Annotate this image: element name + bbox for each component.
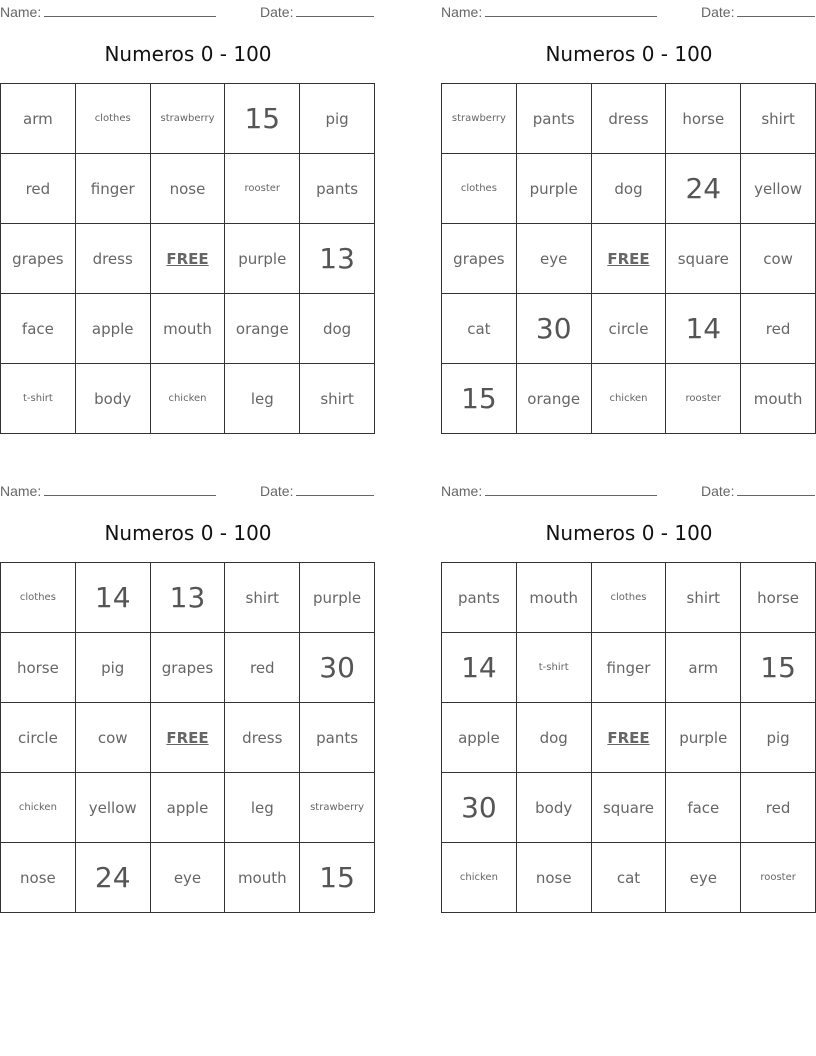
bingo-cell: leg [225, 364, 300, 434]
bingo-cell: horse [1, 633, 76, 703]
card-header [0, 2, 376, 20]
bingo-cell: finger [592, 633, 667, 703]
bingo-cell: eye [517, 224, 592, 294]
card-title: Numeros 0 - 100 [104, 42, 272, 66]
bingo-cell: arm [666, 633, 741, 703]
name-label: Name: [441, 4, 483, 20]
bingo-cell: grapes [442, 224, 517, 294]
name-blank [44, 481, 216, 496]
bingo-cell: cow [741, 224, 816, 294]
bingo-cell: shirt [300, 364, 375, 434]
date-blank [296, 2, 374, 17]
bingo-cell: horse [741, 563, 816, 633]
bingo-cell: clothes [442, 154, 517, 224]
bingo-cell: purple [300, 563, 375, 633]
bingo-card-1 [0, 0, 376, 436]
card-title: Numeros 0 - 100 [545, 521, 713, 545]
bingo-cell: 15 [442, 364, 517, 434]
bingo-cell: dog [517, 703, 592, 773]
bingo-grid [0, 562, 375, 913]
bingo-cell: body [517, 773, 592, 843]
bingo-cell: 30 [300, 633, 375, 703]
bingo-cell: face [1, 294, 76, 364]
bingo-cell: red [1, 154, 76, 224]
date-label: Date: [260, 4, 294, 20]
bingo-cell: body [76, 364, 151, 434]
bingo-cell: 15 [225, 84, 300, 154]
bingo-cell: finger [76, 154, 151, 224]
bingo-cell: 14 [442, 633, 517, 703]
bingo-cell: mouth [225, 843, 300, 913]
date-line [260, 2, 374, 20]
bingo-cell: dog [300, 294, 375, 364]
bingo-cell: rooster [225, 154, 300, 224]
name-blank [485, 481, 657, 496]
name-blank [485, 2, 657, 17]
name-line [441, 481, 657, 499]
bingo-cell: 30 [442, 773, 517, 843]
bingo-cell: orange [225, 294, 300, 364]
date-line [260, 481, 374, 499]
bingo-cell: cat [442, 294, 517, 364]
bingo-cell: 24 [666, 154, 741, 224]
bingo-cell: rooster [666, 364, 741, 434]
card-header [441, 2, 816, 20]
bingo-cell: yellow [76, 773, 151, 843]
bingo-cell: leg [225, 773, 300, 843]
bingo-cell: nose [1, 843, 76, 913]
bingo-cell: yellow [741, 154, 816, 224]
bingo-cell: chicken [442, 843, 517, 913]
bingo-cell: clothes [1, 563, 76, 633]
bingo-cell: orange [517, 364, 592, 434]
name-label: Name: [441, 483, 483, 499]
bingo-cell: 15 [300, 843, 375, 913]
date-blank [737, 481, 815, 496]
bingo-cell: strawberry [442, 84, 517, 154]
date-blank [296, 481, 374, 496]
bingo-cell: clothes [592, 563, 667, 633]
bingo-cell: pants [300, 703, 375, 773]
free-space: FREE [592, 703, 667, 773]
bingo-card-4 [441, 479, 816, 915]
bingo-cell: mouth [741, 364, 816, 434]
bingo-cell: pig [300, 84, 375, 154]
bingo-cell: t-shirt [517, 633, 592, 703]
bingo-cell: chicken [592, 364, 667, 434]
card-header [0, 481, 376, 499]
free-space: FREE [151, 703, 226, 773]
bingo-cell: strawberry [151, 84, 226, 154]
card-title: Numeros 0 - 100 [104, 521, 272, 545]
bingo-cell: pants [517, 84, 592, 154]
bingo-cell: mouth [151, 294, 226, 364]
bingo-cell: shirt [741, 84, 816, 154]
bingo-cell: purple [517, 154, 592, 224]
bingo-cell: chicken [1, 773, 76, 843]
bingo-cell: dress [592, 84, 667, 154]
date-line [701, 481, 815, 499]
name-label: Name: [0, 483, 42, 499]
bingo-cell: 24 [76, 843, 151, 913]
bingo-cell: circle [1, 703, 76, 773]
card-header [441, 481, 816, 499]
bingo-cell: mouth [517, 563, 592, 633]
bingo-cell: cow [76, 703, 151, 773]
name-line [441, 2, 657, 20]
bingo-cell: horse [666, 84, 741, 154]
bingo-cell: 13 [300, 224, 375, 294]
bingo-cell: grapes [1, 224, 76, 294]
bingo-cell: pig [741, 703, 816, 773]
bingo-card-2 [441, 0, 816, 436]
bingo-cell: red [741, 294, 816, 364]
bingo-card-3 [0, 479, 376, 915]
bingo-cell: rooster [741, 843, 816, 913]
free-space: FREE [151, 224, 226, 294]
bingo-cell: t-shirt [1, 364, 76, 434]
bingo-cell: eye [666, 843, 741, 913]
bingo-grid [441, 83, 816, 434]
card-title: Numeros 0 - 100 [545, 42, 713, 66]
bingo-cell: pants [442, 563, 517, 633]
name-line [0, 2, 216, 20]
bingo-cell: 14 [76, 563, 151, 633]
bingo-cell: purple [225, 224, 300, 294]
bingo-cell: clothes [76, 84, 151, 154]
name-line [0, 481, 216, 499]
bingo-cell: chicken [151, 364, 226, 434]
bingo-cell: apple [442, 703, 517, 773]
bingo-cell: face [666, 773, 741, 843]
bingo-cell: 15 [741, 633, 816, 703]
date-label: Date: [701, 4, 735, 20]
bingo-cell: circle [592, 294, 667, 364]
bingo-cell: square [666, 224, 741, 294]
date-label: Date: [701, 483, 735, 499]
bingo-cell: pig [76, 633, 151, 703]
date-line [701, 2, 815, 20]
bingo-cell: red [741, 773, 816, 843]
bingo-cell: purple [666, 703, 741, 773]
bingo-cell: shirt [225, 563, 300, 633]
bingo-cell: 30 [517, 294, 592, 364]
free-space: FREE [592, 224, 667, 294]
bingo-cell: cat [592, 843, 667, 913]
bingo-cell: 14 [666, 294, 741, 364]
date-blank [737, 2, 815, 17]
bingo-cell: nose [517, 843, 592, 913]
bingo-cell: shirt [666, 563, 741, 633]
bingo-cell: pants [300, 154, 375, 224]
bingo-grid [0, 83, 375, 434]
bingo-grid [441, 562, 816, 913]
bingo-cell: dog [592, 154, 667, 224]
bingo-cell: apple [76, 294, 151, 364]
bingo-cell: dress [225, 703, 300, 773]
name-label: Name: [0, 4, 42, 20]
date-label: Date: [260, 483, 294, 499]
bingo-cell: 13 [151, 563, 226, 633]
name-blank [44, 2, 216, 17]
bingo-cell: square [592, 773, 667, 843]
bingo-cell: eye [151, 843, 226, 913]
bingo-cell: grapes [151, 633, 226, 703]
bingo-cell: strawberry [300, 773, 375, 843]
bingo-cell: red [225, 633, 300, 703]
bingo-cell: arm [1, 84, 76, 154]
bingo-cell: apple [151, 773, 226, 843]
bingo-cell: dress [76, 224, 151, 294]
bingo-cell: nose [151, 154, 226, 224]
